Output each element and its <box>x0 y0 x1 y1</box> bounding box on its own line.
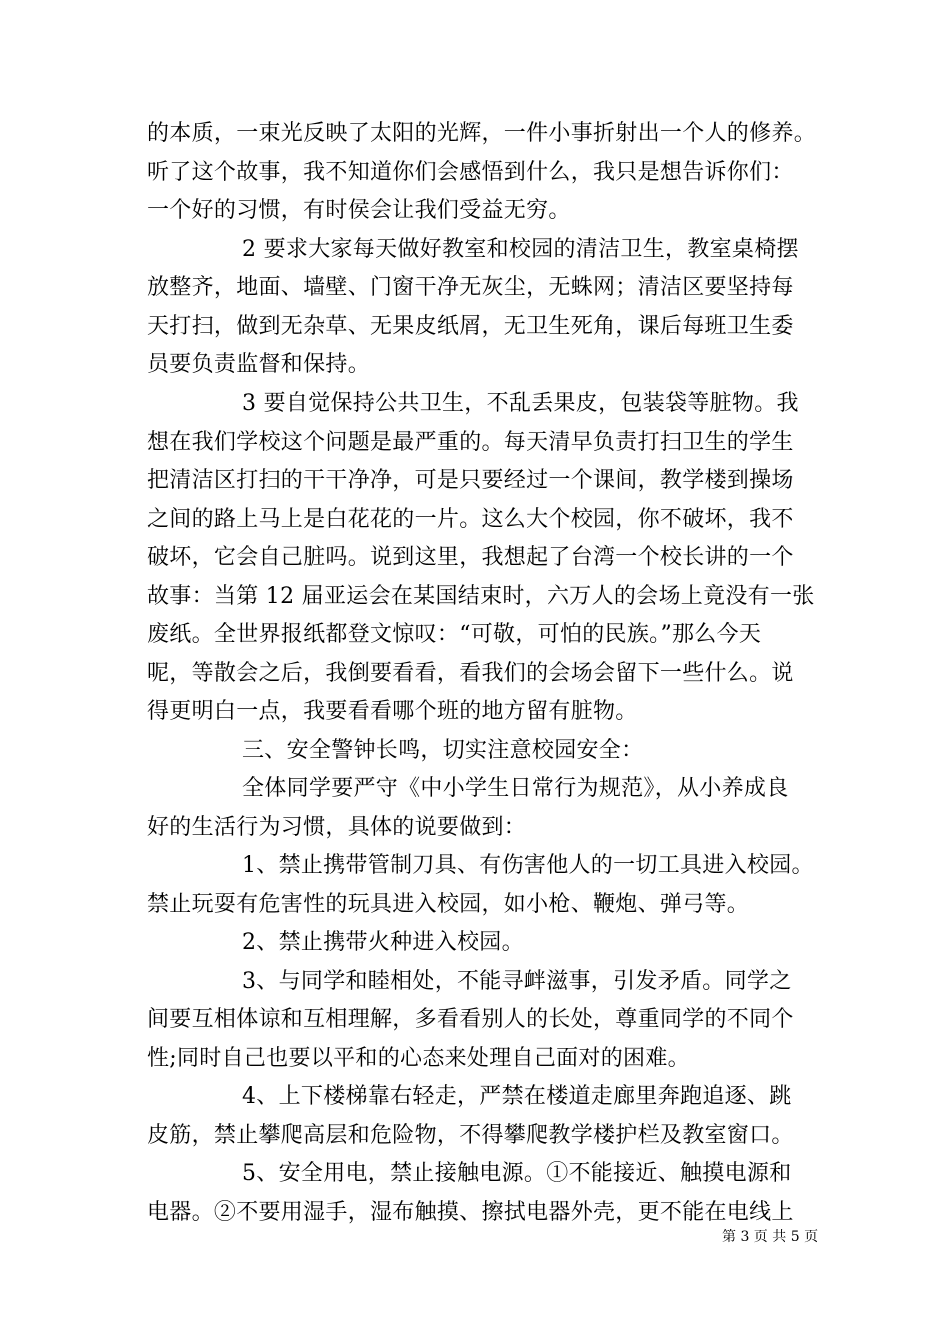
text-line: 想在我们学校这个问题是最严重的。每天清早负责打扫卫生的学生 <box>147 430 794 455</box>
text-line: 得更明白一点，我要看看哪个班的地方留有脏物。 <box>147 699 638 724</box>
text-line: 皮筋，禁止攀爬高层和危险物，不得攀爬教学楼护栏及教室窗口。 <box>147 1123 794 1148</box>
text-line: 性;同时自己也要以平和的心态来处理自己面对的困难。 <box>147 1046 690 1071</box>
text-line: 天打扫，做到无杂草、无果皮纸屑，无卫生死角，课后每班卫生委 <box>147 314 794 339</box>
text-line: 员要负责监督和保持。 <box>147 352 371 377</box>
text-line: 全体同学要严守《中小学生日常行为规范》，从小养成良 <box>242 776 789 801</box>
text-line: 2 要求大家每天做好教室和校园的清洁卫生，教室桌椅摆 <box>242 237 799 262</box>
text-line: 废纸。全世界报纸都登文惊叹：“可敬，可怕的民族。”那么今天 <box>147 622 762 647</box>
page-number-footer: 第 3 页 共 5 页 <box>722 1229 819 1245</box>
section-heading: 三、安全警钟长鸣，切实注意校园安全： <box>242 738 644 763</box>
text-line: 5、安全用电，禁止接触电源。①不能接近、触摸电源和 <box>242 1161 792 1186</box>
text-line: 间要互相体谅和互相理解，多看看别人的长处，尊重同学的不同个 <box>147 1007 794 1032</box>
text-line: 破坏，它会自己脏吗。说到这里，我想起了台湾一个校长讲的一个 <box>147 545 794 570</box>
text-line: 3、与同学和睦相处，不能寻衅滋事，引发矛盾。同学之 <box>242 969 792 994</box>
text-line: 2、禁止携带火种进入校园。 <box>242 930 524 955</box>
text-line: 之间的路上马上是白花花的一片。这么大个校园，你不破坏，我不 <box>147 507 794 532</box>
text-line: 禁止玩耍有危害性的玩具进入校园，如小枪、鞭炮、弹弓等。 <box>147 892 750 917</box>
text-line: 3 要自觉保持公共卫生，不乱丢果皮，包装袋等脏物。我 <box>242 391 799 416</box>
text-line: 把清洁区打扫的干干净净，可是只要经过一个课间，教学楼到操场 <box>147 468 794 493</box>
text-line: 的本质，一束光反映了太阳的光辉，一件小事折射出一个人的修养。 <box>147 121 817 146</box>
text-line: 4、上下楼梯靠右轻走，严禁在楼道走廊里奔跑追逐、跳 <box>242 1084 792 1109</box>
text-line: 一个好的习惯，有时侯会让我们受益无穷。 <box>147 198 571 223</box>
text-line: 故事：当第 12 届亚运会在某国结束时，六万人的会场上竟没有一张 <box>147 584 815 609</box>
text-line: 听了这个故事，我不知道你们会感悟到什么，我只是想告诉你们： <box>147 160 794 185</box>
text-line: 电器。②不要用湿手，湿布触摸、擦拭电器外壳，更不能在电线上 <box>147 1200 794 1225</box>
text-line: 1、禁止携带管制刀具、有伤害他人的一切工具进入校园。 <box>242 853 814 878</box>
text-line: 呢，等散会之后，我倒要看看，看我们的会场会留下一些什么。说 <box>147 661 794 686</box>
text-line: 放整齐，地面、墙壁、门窗干净无灰尘，无蛛网；清洁区要坚持每 <box>147 275 794 300</box>
text-line: 好的生活行为习惯，具体的说要做到： <box>147 815 527 840</box>
